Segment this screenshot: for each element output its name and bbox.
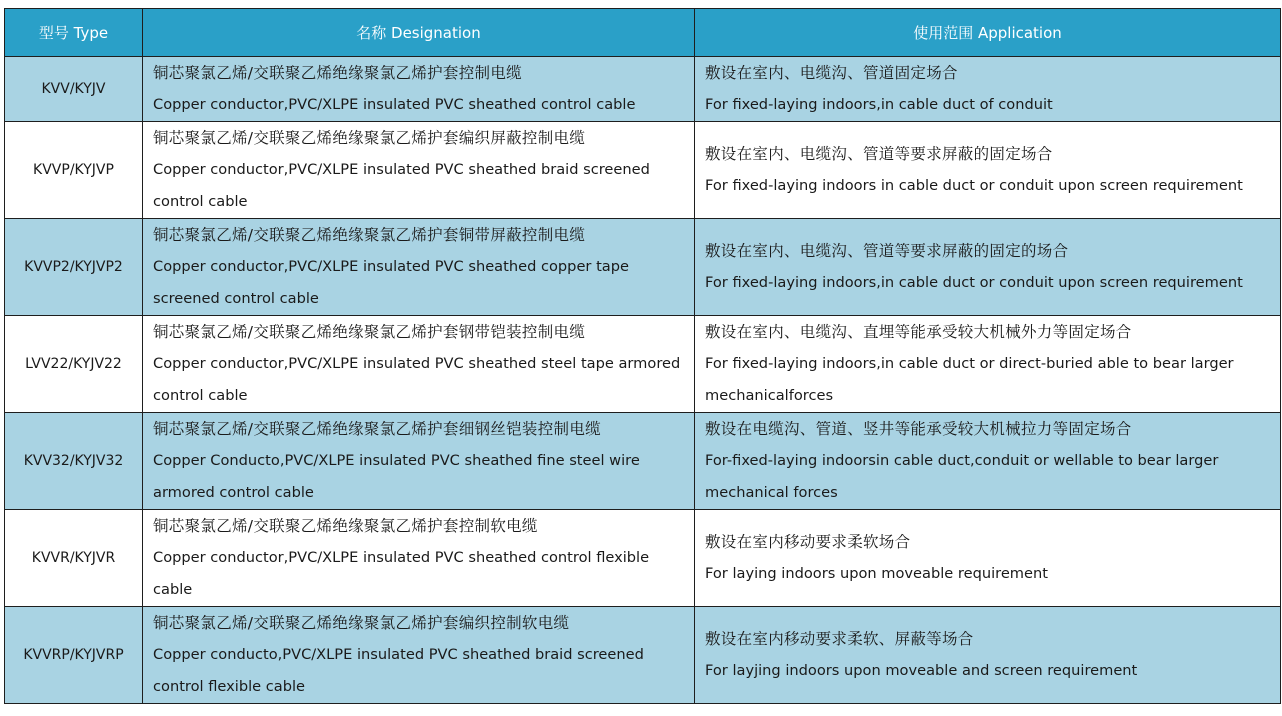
header-application: 使用范围 Application <box>695 9 1281 57</box>
designation-zh: 铜芯聚氯乙烯/交联聚乙烯绝缘聚氯乙烯护套控制软电缆 <box>153 517 538 535</box>
designation-en: Copper conductor,PVC/XLPE insulated PVC sheathed control cable <box>153 96 636 113</box>
type-cell: KVVRP/KYJVRP <box>5 607 143 704</box>
header-designation: 名称 Designation <box>143 9 695 57</box>
designation-cell <box>143 316 695 413</box>
application-zh: 敷设在电缆沟、管道、竖井等能承受较大机械拉力等固定场合 <box>705 420 1132 438</box>
application-zh: 敷设在室内移动要求柔软、屏蔽等场合 <box>705 630 974 648</box>
cable-spec-table <box>4 8 1281 704</box>
designation-cell <box>143 510 695 607</box>
designation-zh: 铜芯聚氯乙烯/交联聚乙烯绝缘聚氯乙烯护套铜带屏蔽控制电缆 <box>153 226 586 244</box>
table-row <box>5 122 1281 219</box>
application-zh: 敷设在室内移动要求柔软场合 <box>705 533 911 551</box>
table-header-row <box>5 9 1281 57</box>
application-zh: 敷设在室内、电缆沟、管道等要求屏蔽的固定场合 <box>705 145 1053 163</box>
application-en: For layjing indoors upon moveable and screen requirement <box>705 662 1138 679</box>
application-en: For fixed-laying indoors in cable duct or conduit upon screen requirement <box>705 177 1243 194</box>
designation-zh: 铜芯聚氯乙烯/交联聚乙烯绝缘聚氯乙烯护套控制电缆 <box>153 64 522 82</box>
designation-en: Copper conductor,PVC/XLPE insulated PVC sheathed control flexible cable <box>153 549 650 598</box>
application-en: For-fixed-laying indoorsin cable duct,conduit or wellable to bear larger mechanical forces <box>705 452 1219 501</box>
designation-cell <box>143 219 695 316</box>
table-row <box>5 219 1281 316</box>
designation-en: Copper conducto,PVC/XLPE insulated PVC sheathed braid screened control flexible cable <box>153 646 644 695</box>
designation-en: Copper conductor,PVC/XLPE insulated PVC sheathed copper tape screened control cable <box>153 258 629 307</box>
application-en: For fixed-laying indoors,in cable duct of conduit <box>705 96 1053 113</box>
designation-en: Copper conductor,PVC/XLPE insulated PVC sheathed steel tape armored control cable <box>153 355 681 404</box>
type-cell: KVVP/KYJVP <box>5 122 143 219</box>
type-cell: KVVR/KYJVR <box>5 510 143 607</box>
designation-zh: 铜芯聚氯乙烯/交联聚乙烯绝缘聚氯乙烯护套钢带铠装控制电缆 <box>153 323 586 341</box>
designation-cell <box>143 607 695 704</box>
table-row <box>5 510 1281 607</box>
designation-zh: 铜芯聚氯乙烯/交联聚乙烯绝缘聚氯乙烯护套编织控制软电缆 <box>153 614 570 632</box>
application-zh: 敷设在室内、电缆沟、直埋等能承受较大机械外力等固定场合 <box>705 323 1132 341</box>
application-en: For laying indoors upon moveable requirement <box>705 565 1048 582</box>
type-cell: LVV22/KYJV22 <box>5 316 143 413</box>
application-cell <box>695 510 1281 607</box>
table-row <box>5 316 1281 413</box>
type-cell: KVV32/KYJV32 <box>5 413 143 510</box>
designation-zh: 铜芯聚氯乙烯/交联聚乙烯绝缘聚氯乙烯护套细钢丝铠装控制电缆 <box>153 420 601 438</box>
designation-en: Copper conductor,PVC/XLPE insulated PVC sheathed braid screened control cable <box>153 161 650 210</box>
header-type: 型号 Type <box>5 9 143 57</box>
application-zh: 敷设在室内、电缆沟、管道固定场合 <box>705 64 958 82</box>
designation-cell <box>143 413 695 510</box>
application-cell <box>695 219 1281 316</box>
designation-zh: 铜芯聚氯乙烯/交联聚乙烯绝缘聚氯乙烯护套编织屏蔽控制电缆 <box>153 129 586 147</box>
application-en: For fixed-laying indoors,in cable duct or direct-buried able to bear larger mechanicalforces <box>705 355 1234 404</box>
application-cell <box>695 413 1281 510</box>
type-cell: KVV/KYJV <box>5 57 143 122</box>
application-cell <box>695 122 1281 219</box>
table-row <box>5 607 1281 704</box>
application-cell <box>695 57 1281 122</box>
table-row <box>5 413 1281 510</box>
application-zh: 敷设在室内、电缆沟、管道等要求屏蔽的固定的场合 <box>705 242 1069 260</box>
type-cell: KVVP2/KYJVP2 <box>5 219 143 316</box>
table-row <box>5 57 1281 122</box>
designation-cell <box>143 57 695 122</box>
application-cell <box>695 607 1281 704</box>
designation-en: Copper Conducto,PVC/XLPE insulated PVC sheathed fine steel wire armored control cable <box>153 452 640 501</box>
application-en: For fixed-laying indoors,in cable duct or conduit upon screen requirement <box>705 274 1243 291</box>
designation-cell <box>143 122 695 219</box>
application-cell <box>695 316 1281 413</box>
